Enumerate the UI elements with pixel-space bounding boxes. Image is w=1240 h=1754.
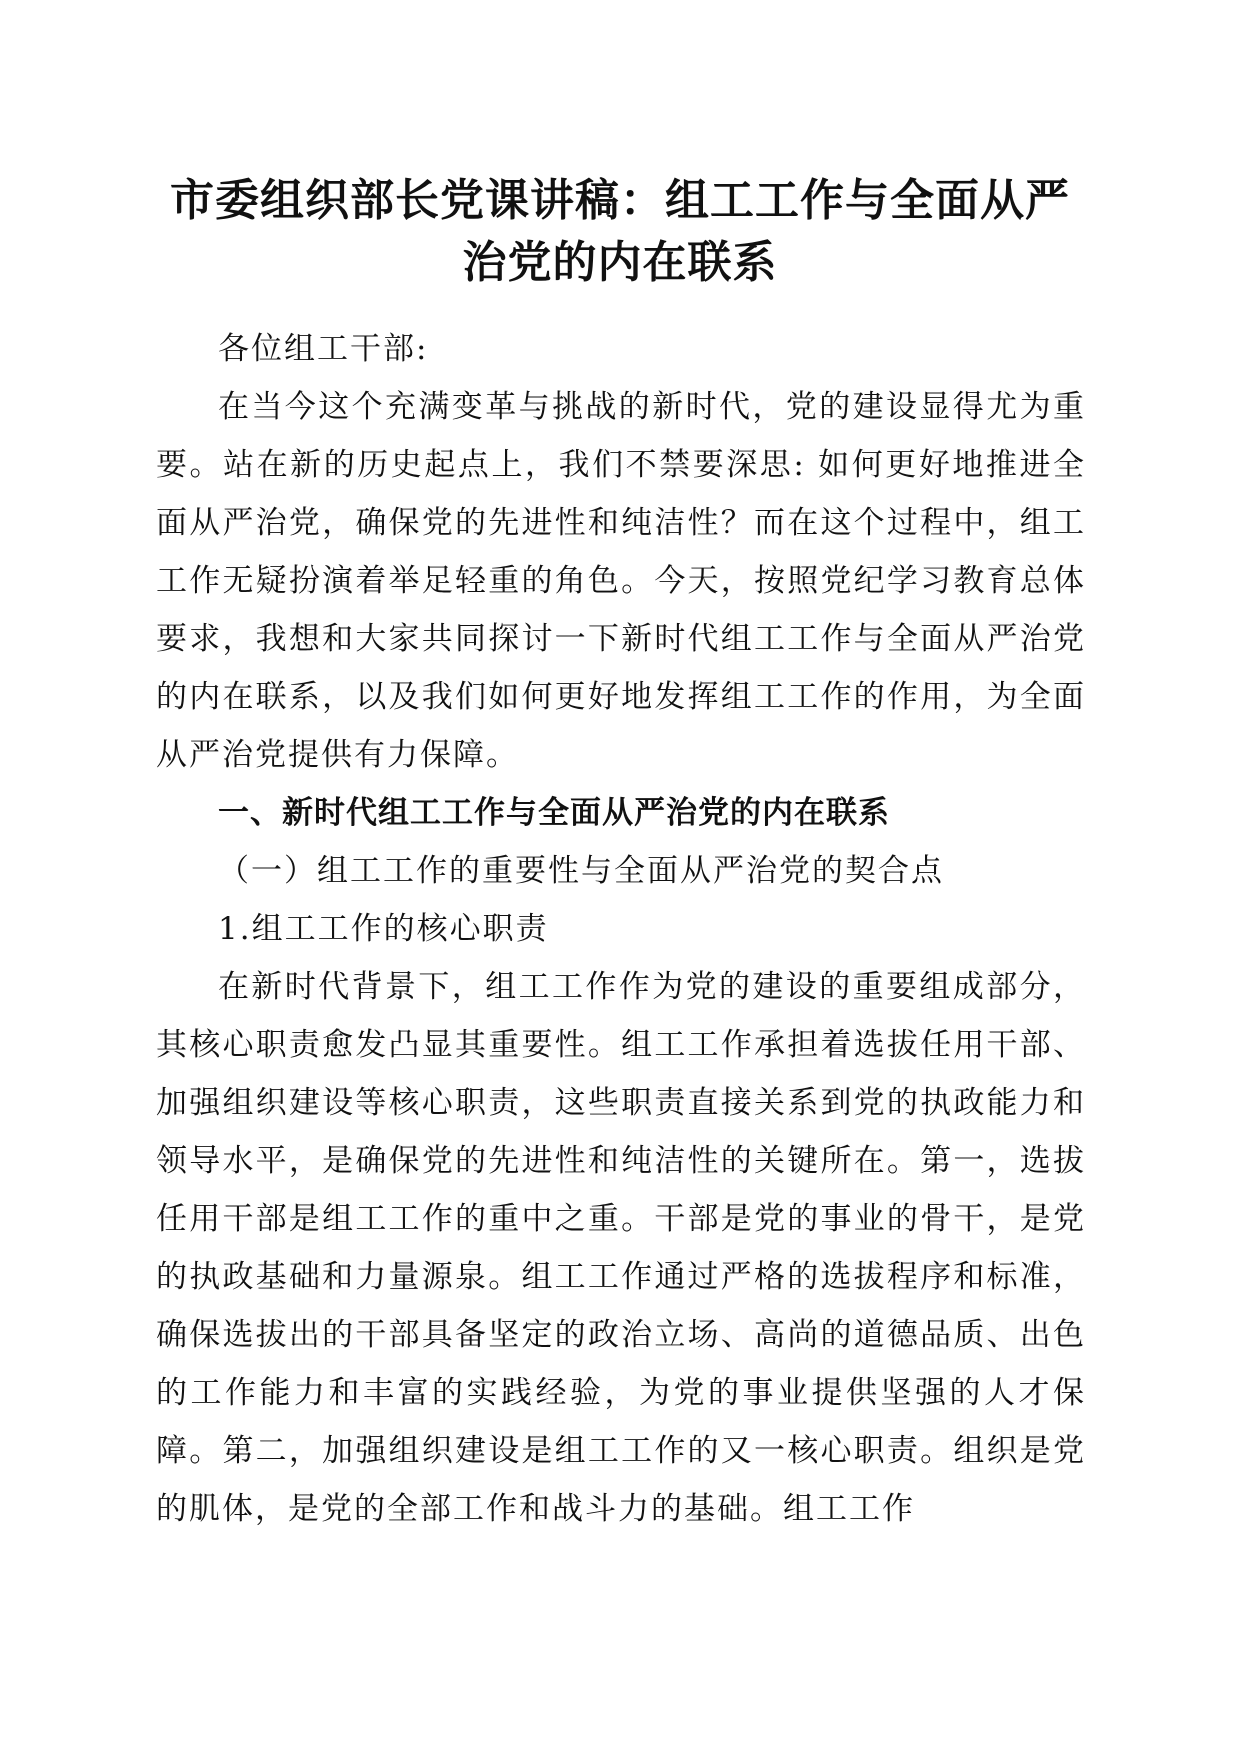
- document-body: [156, 320, 1086, 1538]
- document-title: [150, 170, 1090, 294]
- subsection-1-heading: （一）组工工作的重要性与全面从严治党的契合点: [218, 853, 944, 889]
- intro-paragraph: 在当今这个充满变革与挑战的新时代，党的建设显得尤为重要。站在新的历史起点上，我们不禁要深思: 如何更好地推进全面从严治党，确保党的先进性和纯洁性？而在这个过程中，组工工作无疑扮演着举足轻重的角色。今天，按照党纪学习教育总体要求，我想和大家共同探讨一下新时代组工工作与全面从严治党的内在联系，以及我们如何更好地发挥组工工作的作用，为全面从严治党提供有力保障。: [156, 389, 1086, 773]
- item-1-paragraph: 在新时代背景下，组工工作作为党的建设的重要组成部分，其核心职责愈发凸显其重要性。组工工作承担着选拔任用干部、加强组织建设等核心职责，这些职责直接关系到党的执政能力和领导水平，是确保党的先进性和纯洁性的关键所在。第一，选拔任用干部是组工工作的重中之重。干部是党的事业的骨干，是党的执政基础和力量源泉。组工工作通过严格的选拔程序和标准，确保选拔出的干部具备坚定的政治立场、高尚的道德品质、出色的工作能力和丰富的实践经验，为党的事业提供坚强的人才保障。第二，加强组织建设是组工工作的又一核心职责。组织是党的肌体，是党的全部工作和战斗力的基础。组工工作: [156, 969, 1086, 1527]
- section-1-heading: 一、新时代组工工作与全面从严治党的内在联系: [218, 795, 890, 831]
- title-line-1: 市委组织部长党课讲稿：组工工作与全面从严: [170, 175, 1070, 226]
- title-line-2: 治党的内在联系: [462, 237, 778, 288]
- salutation: 各位组工干部:: [218, 331, 429, 367]
- item-1-heading: 1.组工工作的核心职责: [218, 911, 549, 947]
